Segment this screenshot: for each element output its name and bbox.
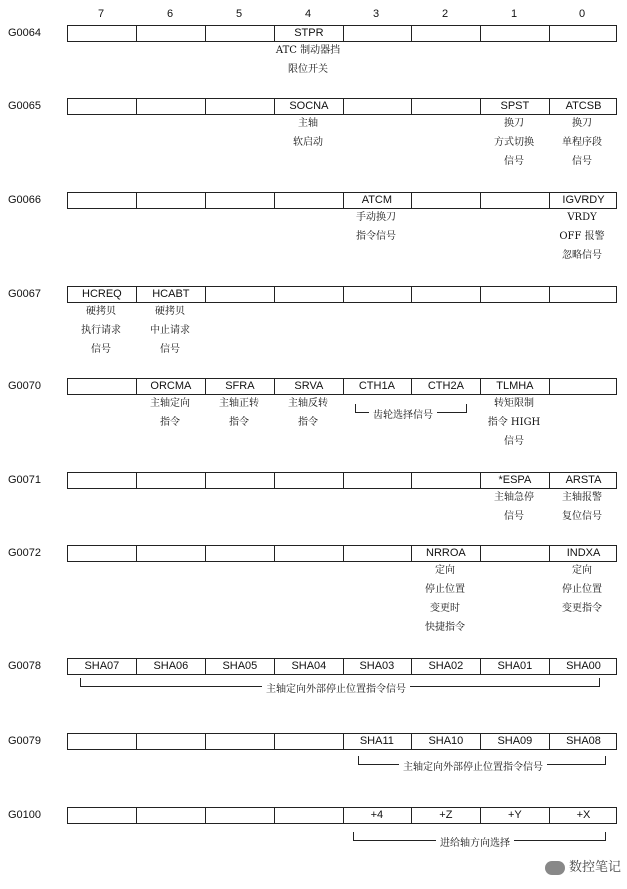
description-line: 定向 <box>572 565 592 576</box>
bit-header-5: 5 <box>235 8 243 20</box>
signal-cell <box>68 473 137 488</box>
signal-row <box>67 472 617 489</box>
description-line: 信号 <box>160 344 180 355</box>
signal-cell <box>275 808 344 823</box>
description-line: 停止位置 <box>425 584 465 595</box>
signal-cell <box>68 808 137 823</box>
address-g0067: G0067 <box>8 288 42 300</box>
signal-cell: SHA00 <box>566 660 601 672</box>
address-g0066: G0066 <box>8 194 42 206</box>
signal-row <box>67 286 617 303</box>
description-line: 指令 HIGH <box>487 417 541 428</box>
description-line: 停止位置 <box>562 584 602 595</box>
signal-description <box>548 561 616 618</box>
description-line: 主轴定向 <box>150 398 190 409</box>
watermark: 数控笔记 <box>545 856 621 875</box>
description-line: 主轴正转 <box>219 398 259 409</box>
description-line: 换刀 <box>504 118 524 129</box>
description-line: 信号 <box>572 156 592 167</box>
description-line: 信号 <box>504 511 524 522</box>
signal-cell: *ESPA <box>481 473 550 488</box>
description-line: 单程序段 <box>562 137 602 148</box>
signal-cell <box>206 99 275 114</box>
signal-cell: ATCSB <box>565 100 602 112</box>
description-line: 转矩限制 <box>494 398 534 409</box>
address-g0100: G0100 <box>8 809 42 821</box>
signal-description <box>548 488 616 526</box>
description-line: 主轴急停 <box>494 492 534 503</box>
signal-cell <box>137 734 206 749</box>
signal-row <box>67 807 617 824</box>
signal-row <box>67 25 617 42</box>
signal-cell <box>206 734 275 749</box>
description-line: 变更指令 <box>562 603 602 614</box>
signal-description <box>136 394 204 432</box>
address-g0079: G0079 <box>8 735 42 747</box>
group-label: 主轴定向外部停止位置指令信号 <box>262 680 410 695</box>
description-line: 中止请求 <box>150 325 190 336</box>
description-line: 手动换刀 <box>356 212 396 223</box>
signal-description <box>274 394 342 432</box>
description-line: 指令信号 <box>356 231 396 242</box>
signal-cell: ATCM <box>343 193 412 208</box>
signal-cell <box>137 26 206 41</box>
signal-cell <box>68 99 137 114</box>
signal-description <box>480 488 548 526</box>
signal-cell: SRVA <box>275 379 344 394</box>
address-g0078: G0078 <box>8 660 42 672</box>
signal-cell <box>275 193 344 208</box>
signal-description <box>480 114 548 171</box>
signal-cell <box>68 734 137 749</box>
signal-cell: CTH2A <box>412 379 481 394</box>
description-line: 主轴反转 <box>288 398 328 409</box>
signal-cell: HCABT <box>137 287 206 302</box>
description-line: 方式切换 <box>494 137 534 148</box>
signal-cell <box>412 26 481 41</box>
description-line: 主轴 <box>298 118 318 129</box>
signal-cell <box>343 287 412 302</box>
signal-cell <box>275 473 344 488</box>
wechat-icon <box>545 861 565 875</box>
description-line: 定向 <box>435 565 455 576</box>
signal-cell <box>68 26 137 41</box>
signal-cell: SFRA <box>206 379 275 394</box>
signal-cell: SPST <box>481 99 550 114</box>
signal-cell: SHA01 <box>481 659 550 674</box>
address-g0065: G0065 <box>8 100 42 112</box>
signal-cell: TLMHA <box>481 379 550 394</box>
description-line: 执行请求 <box>81 325 121 336</box>
description-line: 复位信号 <box>562 511 602 522</box>
signal-cell: SHA04 <box>275 659 344 674</box>
signal-cell <box>206 808 275 823</box>
bit-header-4: 4 <box>304 8 312 20</box>
bit-header-7: 7 <box>97 8 105 20</box>
description-line: 信号 <box>504 156 524 167</box>
signal-row <box>67 98 617 115</box>
signal-cell <box>343 99 412 114</box>
address-g0072: G0072 <box>8 547 42 559</box>
description-line: 信号 <box>504 436 524 447</box>
address-g0070: G0070 <box>8 380 42 392</box>
signal-description <box>548 114 616 171</box>
signal-cell <box>137 99 206 114</box>
description-line: 指令 <box>160 417 180 428</box>
address-g0064: G0064 <box>8 27 42 39</box>
signal-cell <box>343 26 412 41</box>
signal-cell: SHA07 <box>68 659 137 674</box>
signal-description <box>342 208 410 246</box>
signal-description <box>205 394 273 432</box>
description-line: 软启动 <box>293 137 323 148</box>
signal-cell: +X <box>576 809 591 821</box>
signal-cell: +4 <box>343 808 412 823</box>
signal-description <box>274 41 342 79</box>
signal-cell: SHA02 <box>412 659 481 674</box>
signal-description <box>411 561 479 637</box>
signal-cell <box>549 26 618 41</box>
signal-cell <box>137 193 206 208</box>
description-line: OFF 报警 <box>559 231 605 242</box>
signal-cell: SHA10 <box>412 734 481 749</box>
signal-cell: IGVRDY <box>562 194 605 206</box>
signal-cell: ARSTA <box>565 474 602 486</box>
description-line: 变更时 <box>430 603 460 614</box>
signal-cell <box>549 287 618 302</box>
signal-cell <box>549 379 618 394</box>
signal-cell <box>68 546 137 561</box>
signal-row <box>67 658 617 675</box>
description-line: 信号 <box>91 344 111 355</box>
signal-cell: SHA08 <box>566 735 601 747</box>
signal-cell <box>481 287 550 302</box>
signal-row <box>67 378 617 395</box>
group-label: 进给轴方向选择 <box>436 834 514 849</box>
signal-row <box>67 192 617 209</box>
signal-cell <box>275 734 344 749</box>
signal-cell <box>68 193 137 208</box>
description-line: 限位开关 <box>288 64 328 75</box>
signal-cell <box>275 546 344 561</box>
signal-cell: SHA03 <box>343 659 412 674</box>
signal-cell <box>343 546 412 561</box>
signal-cell: HCREQ <box>68 287 137 302</box>
signal-cell <box>481 546 550 561</box>
bit-header-3: 3 <box>372 8 380 20</box>
signal-description <box>548 208 616 265</box>
description-line: 忽略信号 <box>562 250 602 261</box>
signal-row <box>67 545 617 562</box>
signal-cell: +Z <box>412 808 481 823</box>
bit-header-0: 0 <box>578 8 586 20</box>
description-line: 指令 <box>298 417 318 428</box>
signal-description <box>274 114 342 152</box>
signal-description <box>67 302 135 359</box>
description-line: 硬拷贝 <box>86 306 116 317</box>
signal-cell <box>412 193 481 208</box>
signal-cell: SHA09 <box>481 734 550 749</box>
signal-cell <box>481 193 550 208</box>
signal-cell: SHA06 <box>137 659 206 674</box>
bit-header-2: 2 <box>441 8 449 20</box>
signal-cell <box>206 287 275 302</box>
signal-cell: CTH1A <box>343 379 412 394</box>
description-line: 硬拷贝 <box>155 306 185 317</box>
signal-cell <box>275 287 344 302</box>
signal-cell <box>412 473 481 488</box>
signal-cell: +Y <box>481 808 550 823</box>
signal-cell <box>137 546 206 561</box>
signal-cell: INDXA <box>566 547 601 559</box>
signal-cell: STPR <box>275 26 344 41</box>
signal-cell <box>137 808 206 823</box>
signal-cell <box>481 26 550 41</box>
signal-cell <box>343 473 412 488</box>
description-line: 换刀 <box>572 118 592 129</box>
signal-description <box>480 394 548 451</box>
signal-cell: SHA05 <box>206 659 275 674</box>
signal-cell <box>412 287 481 302</box>
signal-cell <box>137 473 206 488</box>
signal-cell <box>68 379 137 394</box>
bit-header-6: 6 <box>166 8 174 20</box>
signal-cell <box>412 99 481 114</box>
signal-cell: SHA11 <box>343 734 412 749</box>
description-line: 指令 <box>229 417 249 428</box>
address-g0071: G0071 <box>8 474 42 486</box>
signal-cell <box>206 26 275 41</box>
description-line: VRDY <box>567 212 597 223</box>
signal-cell: NRROA <box>412 546 481 561</box>
group-label: 主轴定向外部停止位置指令信号 <box>399 758 547 773</box>
signal-description <box>136 302 204 359</box>
signal-cell <box>206 473 275 488</box>
signal-cell: SOCNA <box>275 99 344 114</box>
signal-cell <box>206 193 275 208</box>
bit-header-1: 1 <box>510 8 518 20</box>
signal-row <box>67 733 617 750</box>
description-line: 主轴报警 <box>562 492 602 503</box>
signal-cell: ORCMA <box>137 379 206 394</box>
description-line: 快捷指令 <box>425 622 465 633</box>
group-label: 齿轮选择信号 <box>369 406 437 421</box>
signal-cell <box>206 546 275 561</box>
description-line: ATC 制动器挡 <box>275 45 341 56</box>
